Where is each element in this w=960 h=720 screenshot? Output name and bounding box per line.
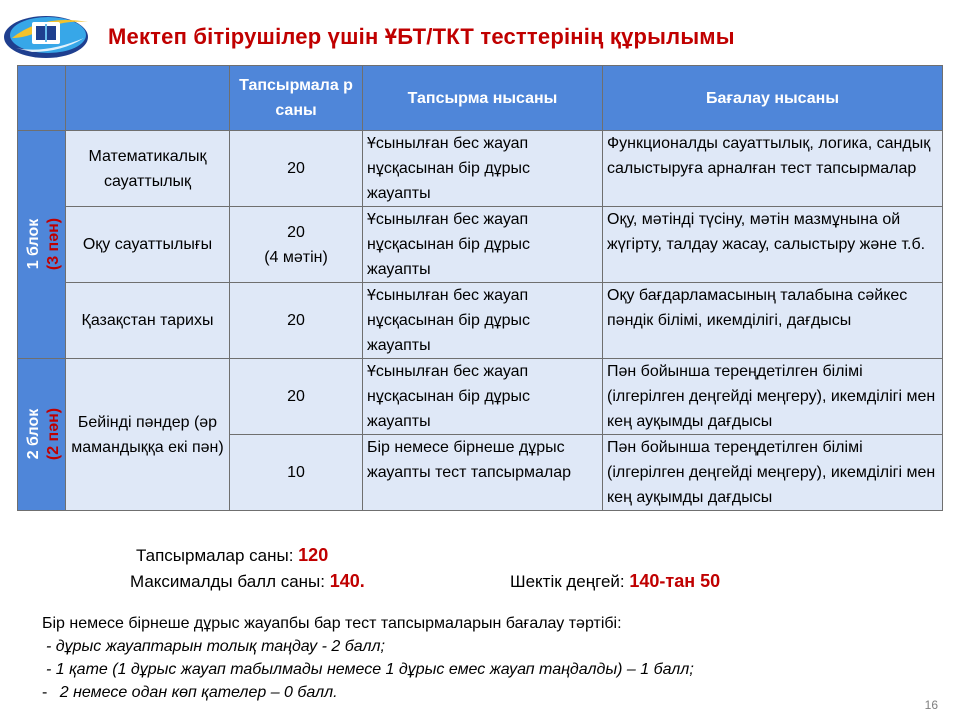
table-row xyxy=(18,207,943,283)
rule-item: - 1 қате (1 дұрыс жауап табылмады немесе 1 дұрыс емес жауап таңдалды) – 1 балл; xyxy=(46,661,694,678)
rules-heading: Бір немесе бірнеше дұрыс жауапбы бар тест тапсырмаларын бағалау тәртібі: xyxy=(42,615,622,632)
eval-cell: Пән бойынша тереңдетілген білімі (ілгерілген деңгейді меңгеру), икемділігі мен кең ауқымды дағдысы xyxy=(603,435,943,511)
count-cell: 20 xyxy=(230,359,363,435)
block-2-label xyxy=(18,359,66,511)
threshold-value: 140-тан 50 xyxy=(629,571,721,591)
block-1-title: 1 блок xyxy=(25,218,43,269)
header-corner xyxy=(18,66,66,131)
tasks-count-value: 120 xyxy=(298,545,329,565)
task-cell: Ұсынылған бес жауап нұсқасынан бір дұрыс жауапты xyxy=(363,283,603,359)
header-subject xyxy=(66,66,230,131)
logo-icon xyxy=(2,8,94,60)
subject-cell: Бейінді пәндер (әр мамандыққа екі пән) xyxy=(66,359,230,511)
task-cell: Ұсынылған бес жауап нұсқасынан бір дұрыс жауапты xyxy=(363,207,603,283)
subject-cell: Оқу сауаттылығы xyxy=(66,207,230,283)
task-cell: Ұсынылған бес жауап нұсқасынан бір дұрыс жауапты xyxy=(363,131,603,207)
block-1-label xyxy=(18,131,66,359)
block-2-subtitle: (2 пән) xyxy=(45,407,63,460)
count-value: 20 xyxy=(287,223,305,241)
subject-cell: Қазақстан тарихы xyxy=(66,283,230,359)
table-header-row xyxy=(18,66,943,131)
count-cell xyxy=(230,207,363,283)
header-eval: Бағалау нысаны xyxy=(603,66,943,131)
table-row xyxy=(18,283,943,359)
rule-item xyxy=(42,681,694,704)
threshold-line xyxy=(510,571,720,592)
threshold-label: Шектік деңгей: xyxy=(510,572,625,591)
rule-item-prefix: - xyxy=(42,684,48,701)
table-row xyxy=(18,131,943,207)
subject-cell: Математикалық сауаттылық xyxy=(66,131,230,207)
tasks-count-line xyxy=(136,545,328,566)
count-cell: 20 xyxy=(230,131,363,207)
count-cell: 10 xyxy=(230,435,363,511)
table-row xyxy=(18,359,943,435)
count-cell: 20 xyxy=(230,283,363,359)
max-score-label: Максималды балл саны: xyxy=(130,572,326,591)
eval-cell: Функционалды сауаттылық, логика, сандық салыстыруға арналған тест тапсырмалар xyxy=(603,131,943,207)
block-1-subtitle: (3 пән) xyxy=(45,217,63,270)
max-score-line xyxy=(130,571,365,592)
scoring-rules xyxy=(42,612,694,704)
task-cell: Бір немесе бірнеше дұрыс жауапты тест тапсырмалар xyxy=(363,435,603,511)
rule-item: - дұрыс жауаптарын толық таңдау - 2 балл; xyxy=(46,638,385,655)
header-task: Тапсырма нысаны xyxy=(363,66,603,131)
structure-table xyxy=(17,65,943,511)
page-number: 16 xyxy=(924,698,938,712)
max-score-value: 140. xyxy=(329,571,365,591)
tasks-count-label: Тапсырмалар саны: xyxy=(136,546,294,565)
eval-cell: Оқу бағдарламасының талабына сәйкес пәндік білімі, икемділігі, дағдысы xyxy=(603,283,943,359)
block-2-title: 2 блок xyxy=(25,408,43,459)
eval-cell: Пән бойынша тереңдетілген білімі (ілгерілген деңгейді меңгеру), икемділігі мен кең ауқымды дағдысы xyxy=(603,359,943,435)
count-note: (4 мәтін) xyxy=(264,248,328,266)
rule-item-text: 2 немесе одан көп қателер – 0 балл. xyxy=(59,684,338,701)
header-count: Тапсырмала р саны xyxy=(230,66,363,131)
page-title: Мектеп бітірушілер үшін ҰБТ/ТКТ тесттерінің құрылымы xyxy=(108,24,735,49)
task-cell: Ұсынылған бес жауап нұсқасынан бір дұрыс жауапты xyxy=(363,359,603,435)
eval-cell: Оқу, мәтінді түсіну, мәтін мазмұнына ой жүгірту, талдау жасау, салыстыру және т.б. xyxy=(603,207,943,283)
